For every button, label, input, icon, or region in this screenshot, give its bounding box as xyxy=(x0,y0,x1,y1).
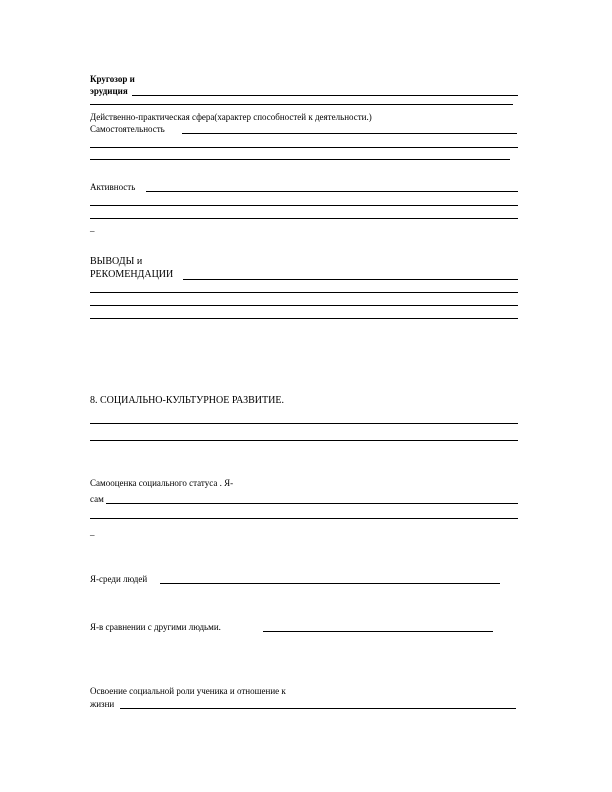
conclusions-answer-line[interactable] xyxy=(183,279,518,280)
among-people-answer-line[interactable] xyxy=(160,583,500,584)
social-answer-line-2[interactable] xyxy=(90,440,518,441)
activity-trailing-dash: – xyxy=(90,226,95,236)
self-assessment-trailing-dash: – xyxy=(90,530,95,540)
horizon-answer-line-2[interactable] xyxy=(90,104,513,105)
conclusions-answer-line-3[interactable] xyxy=(90,305,518,306)
compared-to-others-answer-line[interactable] xyxy=(263,631,493,632)
self-assessment-label-line1: Самооценка социального статуса . Я- xyxy=(90,478,234,488)
conclusions-label-line1: ВЫВОДЫ и xyxy=(90,256,143,267)
practical-sphere-label: Действенно-практическая сфера(характер способностей к деятельности.) xyxy=(90,112,372,122)
compared-to-others-label: Я-в сравнении с другими людьми. xyxy=(90,622,221,632)
activity-label: Активность xyxy=(90,182,136,192)
independence-answer-line-2[interactable] xyxy=(90,147,518,148)
social-role-answer-line[interactable] xyxy=(120,708,516,709)
activity-answer-line-2[interactable] xyxy=(90,205,518,206)
independence-label: Самостоятельность xyxy=(90,124,165,134)
conclusions-label-line2: РЕКОМЕНДАЦИИ xyxy=(90,269,174,280)
horizon-answer-line[interactable] xyxy=(132,95,518,96)
self-assessment-answer-line[interactable] xyxy=(106,503,518,504)
activity-answer-line-3[interactable] xyxy=(90,218,518,219)
social-role-label-line2: жизни xyxy=(90,699,115,709)
conclusions-answer-line-4[interactable] xyxy=(90,318,518,319)
conclusions-answer-line-2[interactable] xyxy=(90,292,518,293)
horizon-label-line1: Кругозор и xyxy=(90,74,135,84)
independence-answer-line-3[interactable] xyxy=(90,159,510,160)
self-assessment-label-line2: сам xyxy=(90,494,104,504)
social-section-heading: 8. СОЦИАЛЬНО-КУЛЬТУРНОЕ РАЗВИТИЕ. xyxy=(90,395,284,406)
independence-answer-line[interactable] xyxy=(182,133,517,134)
self-assessment-answer-line-2[interactable] xyxy=(90,518,518,519)
among-people-label: Я-среди людей xyxy=(90,574,148,584)
social-role-label-line1: Освоение социальной роли ученика и отношение к xyxy=(90,686,286,696)
social-answer-line[interactable] xyxy=(90,423,518,424)
horizon-label-line2: эрудиция xyxy=(90,86,128,96)
activity-answer-line[interactable] xyxy=(146,191,518,192)
